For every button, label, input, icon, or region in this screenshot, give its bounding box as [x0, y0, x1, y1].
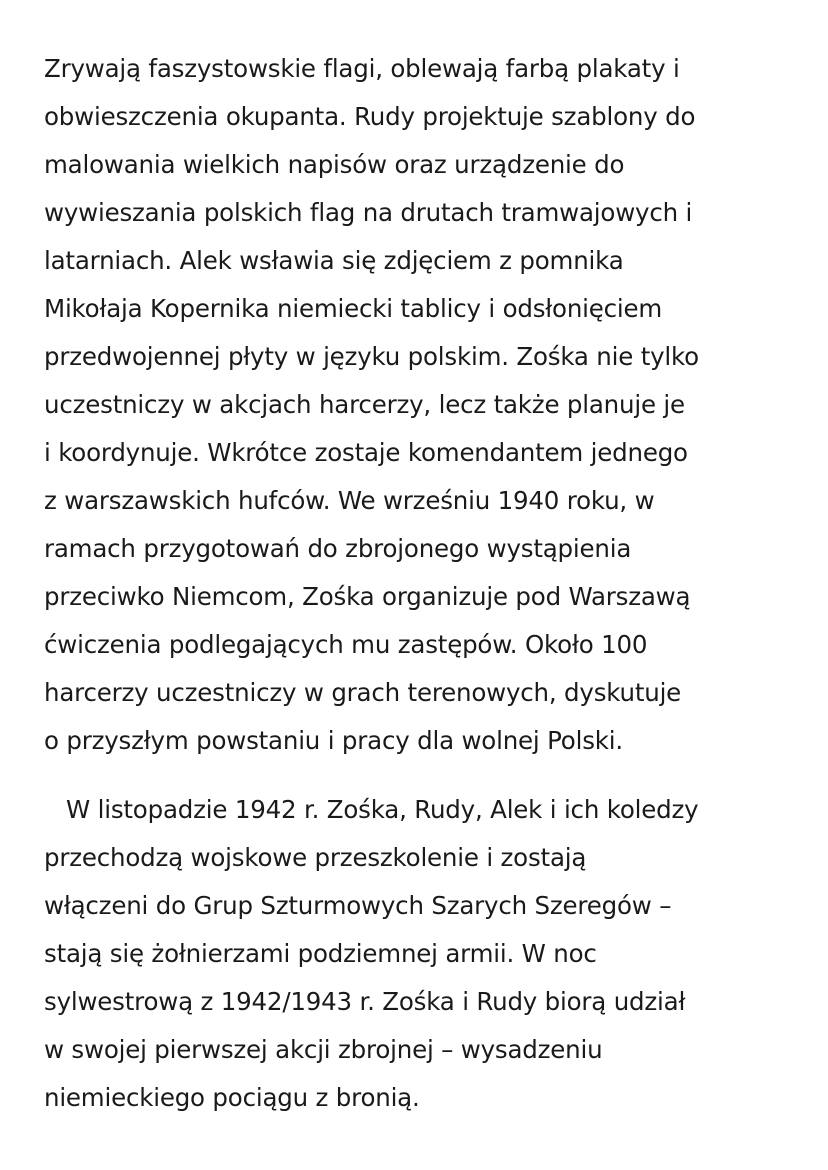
paragraph-2: [44, 786, 804, 1122]
text-line: włączeni do Grup Szturmowych Szarych Szeregów –: [44, 891, 672, 920]
paragraph-1: [44, 45, 804, 765]
text-line: ramach przygotowań do zbrojonego wystąpienia: [44, 534, 632, 563]
text-line: obwieszczenia okupanta. Rudy projektuje szablony do: [44, 102, 696, 131]
text-line: z warszawskich hufców. We wrześniu 1940 roku, w: [44, 486, 655, 515]
text-line: Zrywają faszystowskie flagi, oblewają farbą plakaty i: [44, 54, 680, 83]
text-line: Mikołaja Kopernika niemiecki tablicy i odsłonięciem: [44, 294, 663, 323]
text-line: W listopadzie 1942 r. Zośka, Rudy, Alek i ich koledzy: [66, 795, 699, 824]
text-line: stają się żołnierzami podziemnej armii. W noc: [44, 939, 597, 968]
text-line: w swojej pierwszej akcji zbrojnej – wysadzeniu: [44, 1035, 603, 1064]
text-line: harcerzy uczestniczy w grach terenowych, dyskutuje: [44, 678, 682, 707]
text-line: sylwestrową z 1942/1943 r. Zośka i Rudy biorą udział: [44, 987, 686, 1016]
text-line: uczestniczy w akcjach harcerzy, lecz także planuje je: [44, 390, 685, 419]
text-line: i koordynuje. Wkrótce zostaje komendantem jednego: [44, 438, 688, 467]
text-line: przeciwko Niemcom, Zośka organizuje pod Warszawą: [44, 582, 691, 611]
text-line: wywieszania polskich flag na drutach tramwajowych i: [44, 198, 693, 227]
text-line: latarniach. Alek wsławia się zdjęciem z pomnika: [44, 246, 624, 275]
paragraph-spacer: [44, 765, 804, 786]
text-line: przedwojennej płyty w języku polskim. Zośka nie tylko: [44, 342, 699, 371]
text-line: o przyszłym powstaniu i pracy dla wolnej Polski.: [44, 726, 623, 755]
text-line: niemieckiego pociągu z bronią.: [44, 1083, 420, 1112]
text-body: [44, 45, 804, 1122]
text-line: przechodzą wojskowe przeszkolenie i zostają: [44, 843, 587, 872]
text-line: ćwiczenia podlegających mu zastępów. Około 100: [44, 630, 648, 659]
text-line: malowania wielkich napisów oraz urządzenie do: [44, 150, 625, 179]
